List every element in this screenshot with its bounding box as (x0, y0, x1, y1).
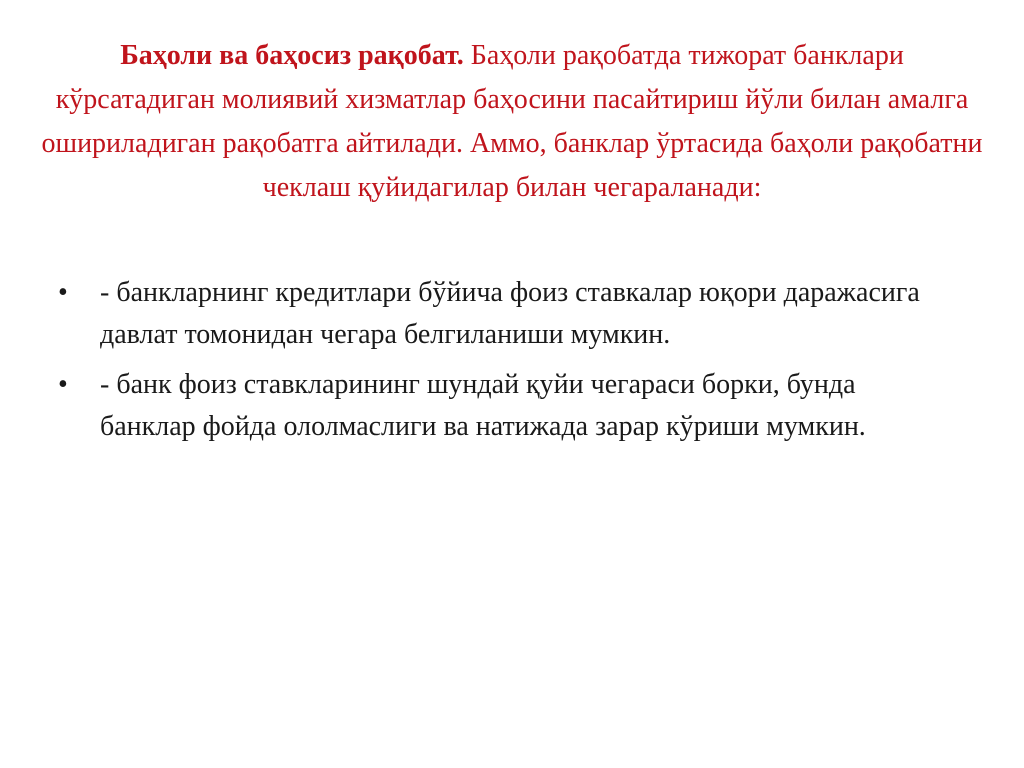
bullet-item (58, 272, 958, 356)
bullet-list (58, 272, 958, 456)
bullet-glyph: • (58, 369, 68, 400)
heading-bold-lead: Баҳоли ва баҳосиз рақобат. (120, 40, 464, 71)
heading-text: Баҳоли рақобатда тижорат банклари кўрсатадиган молиявий хизматлар баҳосини пасайтириш йўли билан амалга ошириладиган рақобатга айтилади. Аммо, банклар ўртасида баҳоли рақобатни чеклаш қуйидагилар билан чегараланади: (41, 40, 983, 203)
bullet-text: - банкларнинг кредитлари бўйича фоиз ставкалар юқори даражасига давлат томонидан чегара белгиланиши мумкин. (100, 277, 920, 350)
bullet-glyph: • (58, 277, 68, 308)
slide-heading (40, 34, 984, 210)
bullet-text: - банк фоиз ставкларининг шундай қуйи чегараси борки, бунда банклар фойда ололмаслиги ва натижада зарар кўриши мумкин. (100, 369, 866, 442)
bullet-item (58, 364, 958, 448)
